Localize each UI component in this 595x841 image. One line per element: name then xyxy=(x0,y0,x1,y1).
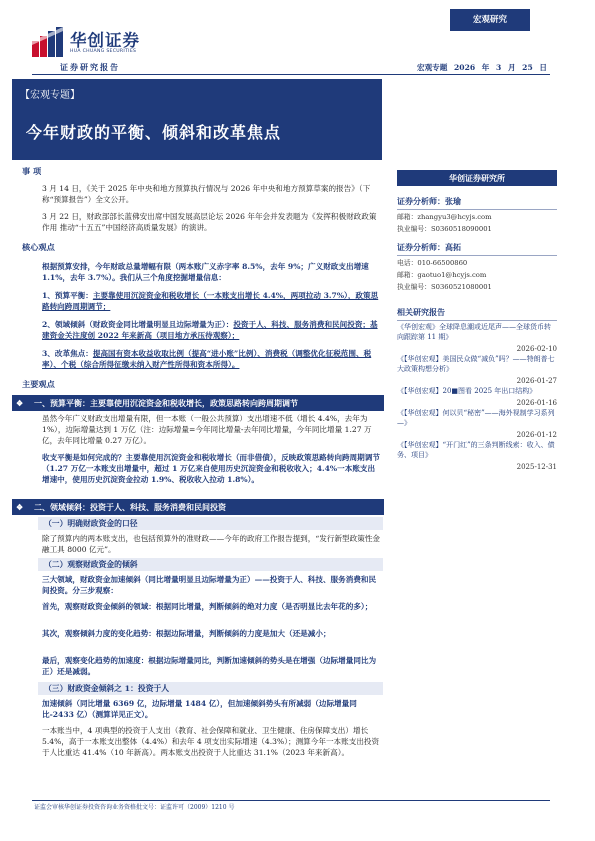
main-para-1: 虽然今年广义财政支出增量有限，但一本账（一般公共预算）支出增速不低（增长 4.4%，去年为 1%），边际增量达到 1 万亿（注：边际增量=今年同比增量-去年同比增量，今年同比增量 1.27 万亿，去年同比增量 0.27 万亿）。 xyxy=(42,414,372,445)
related-heading: 相关研究报告 xyxy=(397,307,445,317)
related-report-2-date: 2026-01-27 xyxy=(516,377,557,385)
related-report-3[interactable]: 《【华创宏观】20■图看 2025 年出口结构》 xyxy=(397,387,537,395)
analyst-1-license: 执业编号：S0360518090001 xyxy=(397,225,492,233)
banner-tag: 【宏观专题】 xyxy=(20,90,80,101)
report-date: 宏观专题 2026 年 3 月 25 日 xyxy=(416,63,547,72)
title-banner xyxy=(12,79,382,160)
institute-bar: 华创证券研究所 xyxy=(397,170,557,186)
related-report-3-date: 2026-01-16 xyxy=(516,399,557,407)
report-title: 今年财政的平衡、倾斜和改革焦点 xyxy=(26,123,282,142)
report-type: 证券研究报告 xyxy=(60,62,120,72)
main-para-4: 三大领域，财政资金加速倾斜（同比增量明显且边际增量为正）——投资于人、科技、服务消费和民间投资。分三步观察： xyxy=(42,575,377,595)
section-bar-2: ❖ 二、领域倾斜：投资于人、科技、服务消费和民间投资 xyxy=(12,499,384,515)
related-report-2[interactable]: 《【华创宏观】美国民众做“减负”吗？——特朗普七大政策构想分析》 xyxy=(397,355,555,374)
related-report-4-date: 2026-01-12 xyxy=(516,431,557,439)
main-para-5: 首先，观察财政资金倾斜的领域：根据同比增量，判断倾斜的绝对力度（是否明显比去年花的多）； xyxy=(42,602,373,611)
section-bar-1: ❖ 一、预算平衡：主要靠使用沉淀资金和税收增长，政策思路转向跨周期调节 xyxy=(12,395,384,411)
main-heading: 主要观点 xyxy=(22,379,55,389)
core-para-1: 1、预算平衡：主要靠使用沉淀资金和税收增长（一本账支出增长 4.4%，两项拉动 3.7%），政策思路转向跨周期调节； xyxy=(42,291,379,311)
related-report-5-date: 2025-12-31 xyxy=(516,463,557,471)
header-rule xyxy=(32,74,550,75)
category-tab: 宏观研究 xyxy=(450,9,530,31)
subsection-label-1: （一）明确财政资金的口径 xyxy=(38,517,383,530)
main-para-6: 其次，观察倾斜力度的变化趋势：根据边际增量，判断倾斜的力度是加大（还是减小； xyxy=(42,629,331,638)
related-report-1[interactable]: 《华创宏观》全球降息潮或近尾声——全球货币转向跟踪第 11 期》 xyxy=(397,323,551,342)
analyst-1-name: 证券分析师：张瑜 xyxy=(397,196,461,206)
related-report-4[interactable]: 《【华创宏观】何以贝“秘密”——海外视制学习系列—》 xyxy=(397,409,555,428)
core-para-2: 2、领域倾斜（财政资金同比增量明显且边际增量为正）：投资于人、科技、服务消费和民间投资；基建资金关注度创 2022 年来新高（项目地方承压待观察）； xyxy=(42,320,378,340)
analyst-1-rule xyxy=(397,209,557,210)
company-logo xyxy=(32,27,152,59)
core-para-3: 3、改革焦点：提高国有资本收益收取比例（提高“进小账”比例）、消费税（调整优化征税范围、税率）、个税（综合所得征缴未纳入财产性所得和资本所得）。 xyxy=(42,349,372,369)
logo-mark-icon xyxy=(32,27,66,57)
event-para-2: 3 月 22 日，财政部部长蓝佛安出席中国发展高层论坛 2026 年年会并发表题为《发挥积极财政政策作用 推动“十五五”中国经济高质量发展》的演讲。 xyxy=(42,212,377,232)
related-rule xyxy=(397,320,557,321)
logo-cn-text: 华创证券 xyxy=(70,31,140,50)
main-para-9: 一本账当中，4 项典型的投资于人支出（教育、社会保障和就业、卫生健康、住房保障支出）增长 5.4%，高于一本账支出整体（4.4%）和去年 4 项支出实际增速（4.3%）；测算今年一本账支出投资于人比重达 41.4%（10 年新高）。两本账支出投资于人比重达 31.1%（2023 年来新高）。 xyxy=(42,726,380,757)
subsection-label-3: （三）财政资金倾斜之 1：投资于人 xyxy=(38,682,383,695)
related-report-1-date: 2026-02-10 xyxy=(516,345,557,353)
event-para-1: 3 月 14 日，《关于 2025 年中央和地方预算执行情况与 2026 年中央和地方预算草案的报告》（下称“预算报告”）全文公开。 xyxy=(42,184,371,204)
core-para-0: 根据预算安排，今年财政总量增幅有限（两本账广义赤字率 8.5%，去年 9%；广义财政支出增速 1.1%，去年 3.7%）。我们从三个角度挖掘增量信息： xyxy=(42,262,369,282)
analyst-2-email[interactable]: 邮箱：gaotuo1@hcyjs.com xyxy=(397,271,487,279)
analyst-1-email[interactable]: 邮箱：zhangyu3@hcyjs.com xyxy=(397,213,492,221)
related-report-5[interactable]: 《【华创宏观】“开门红”的三条判断线索：收入、债务、项目》 xyxy=(397,441,555,460)
footer-rule xyxy=(32,800,550,801)
event-heading: 事 项 xyxy=(22,166,42,176)
analyst-2-license: 执业编号：S0360521080001 xyxy=(397,283,492,291)
footer-license: 证监会审核华创证券投资咨询业务资格批文号：证监许可（2009）1210 号 xyxy=(34,804,235,811)
subsection-label-2: （二）观察财政资金的倾斜 xyxy=(38,558,383,571)
analyst-2-tel: 电话：010-66500860 xyxy=(397,259,468,267)
main-para-2: 收支平衡是如何完成的？主要靠使用沉淀资金和税收增长（而非借债），反映政策思路转向跨周期调节（1.27 万亿一本账支出增量中，超过 1 万亿来自使用历史沉淀资金和税收收入；4.4%一本账支出增速中，使用历史沉淀资金拉动 1.9%、税收收入拉动 1.8%）。 xyxy=(42,453,380,484)
logo-en-text: HUA CHUANG SECURITIES xyxy=(70,49,137,54)
analyst-2-name: 证券分析师：高拓 xyxy=(397,242,461,252)
analyst-2-rule xyxy=(397,255,557,256)
main-para-7: 最后，观察变化趋势的加速度：根据边际增量同比，判断加速倾斜的势头是在增强（边际增量同比为正）还是减弱。 xyxy=(42,656,377,676)
main-para-3: 除了预算内的两本账支出，也包括预算外的准财政——今年的政府工作报告提到，“发行新型政策性金融工具 8000 亿元”。 xyxy=(42,534,381,554)
main-para-8: 加速倾斜（同比增量 6369 亿，边际增量 1484 亿），但加速倾斜势头有所减弱（边际增量同比-2433 亿）（测算详见正文）。 xyxy=(42,699,357,719)
core-heading: 核心观点 xyxy=(22,242,55,252)
